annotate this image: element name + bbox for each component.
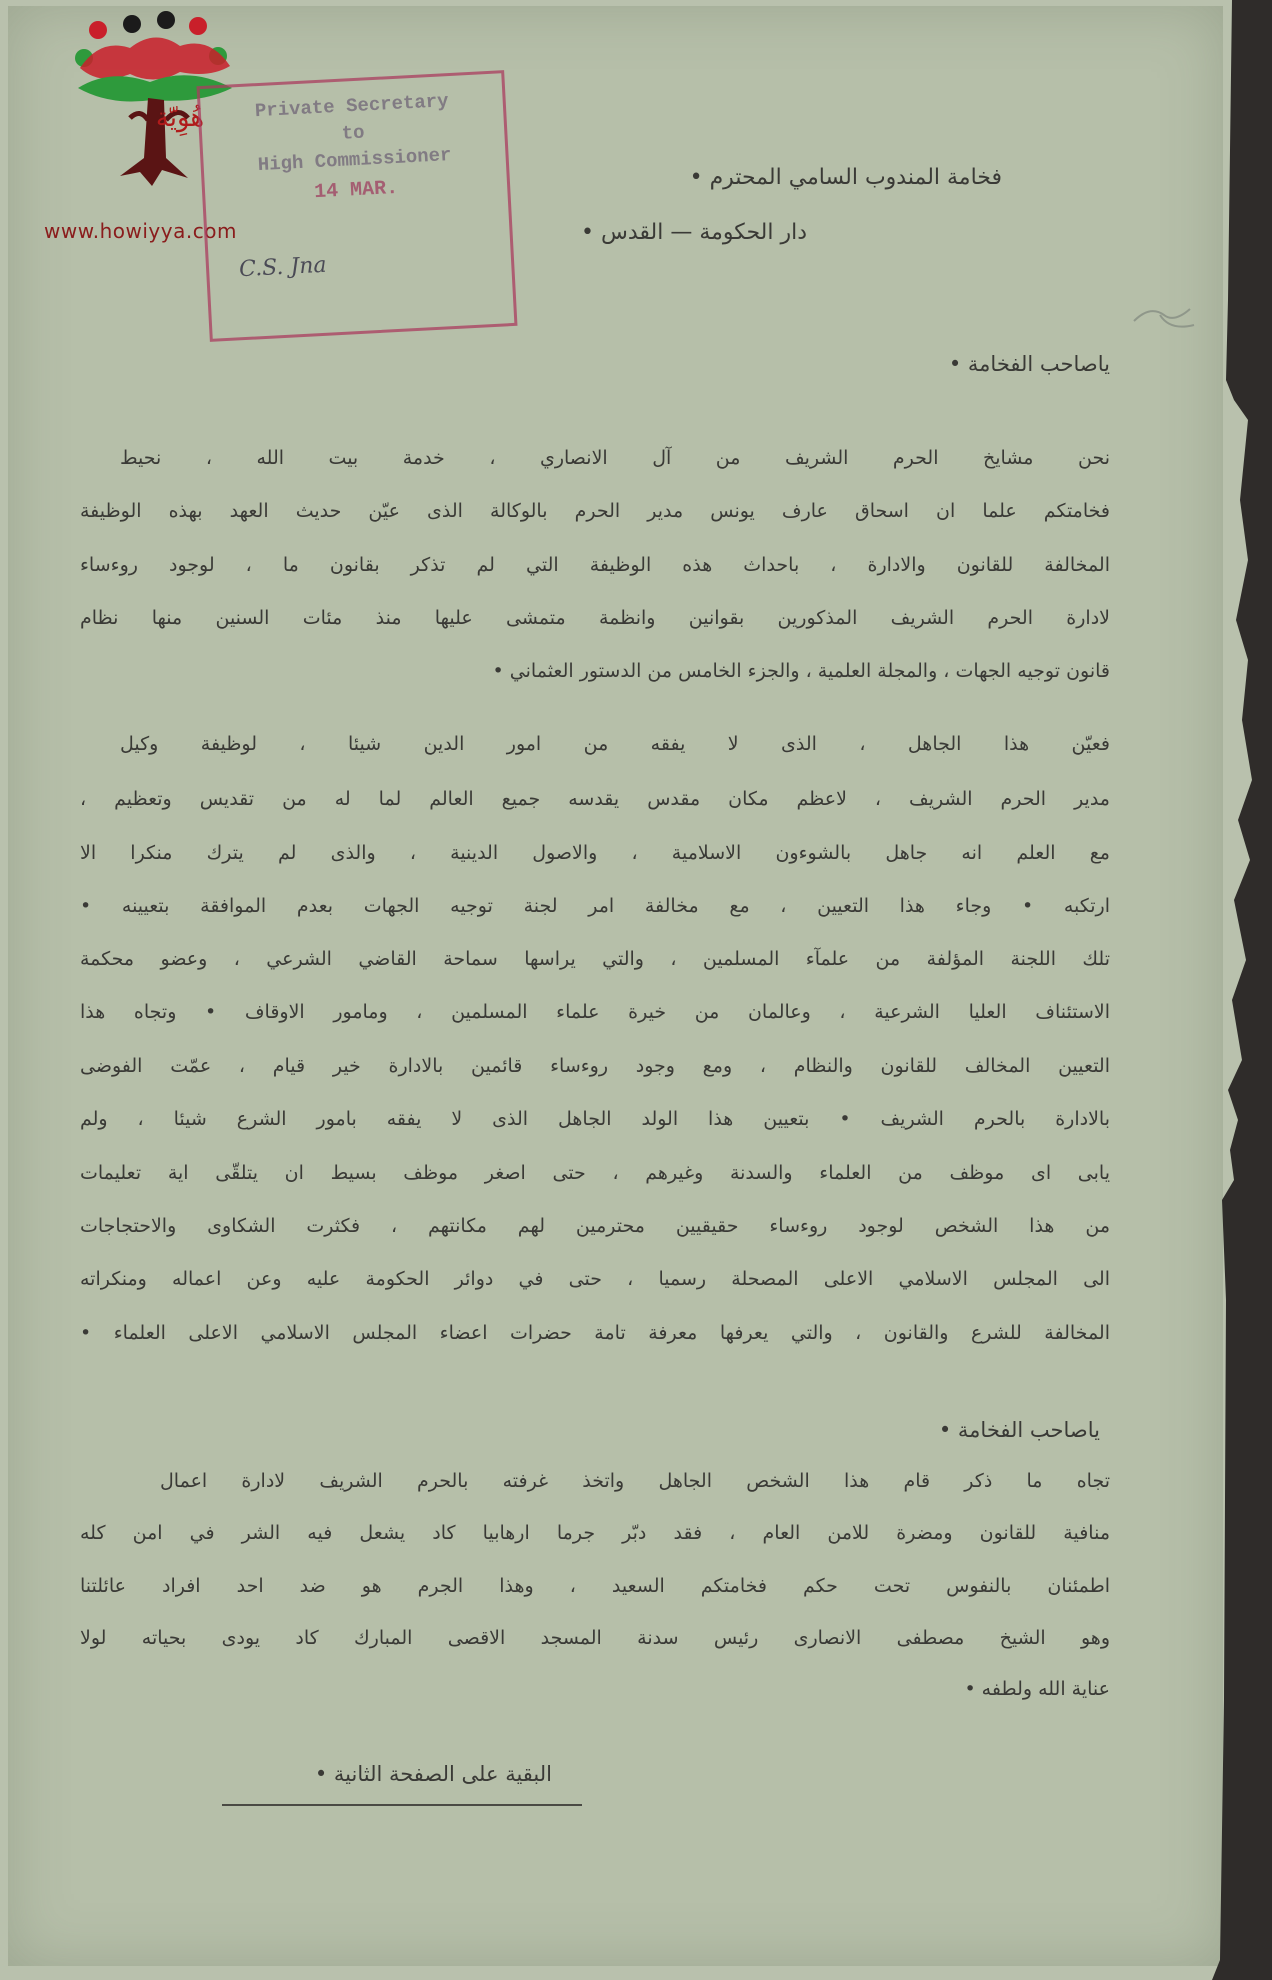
torn-edge bbox=[1212, 0, 1272, 1980]
continued-note: البقية على الصفحة الثانية • bbox=[314, 1762, 552, 1786]
document-page bbox=[8, 6, 1223, 1966]
salutation-2: ياصاحب الفخامة • bbox=[938, 1418, 1100, 1442]
paragraph-line: من هذا الشخص لوجود روءساء حقيقيين محترمين لهم مكانتهم ، فكثرت الشكاوى والاحتجاجات bbox=[80, 1215, 1110, 1237]
svg-text:هُوِيّة: هُوِيّة bbox=[155, 103, 205, 133]
paragraph-line: التعيين المخالف للقانون والنظام ، ومع وجود روءساء قائمين بالادارة خير قيام ، عمّت الفوضى bbox=[80, 1055, 1110, 1077]
paragraph-line: الى المجلس الاسلامي الاعلى المصحلة رسميا ، حتى في دوائر الحكومة عليه وعن اعماله ومنكراته bbox=[80, 1268, 1110, 1290]
received-stamp bbox=[197, 70, 518, 342]
salutation-1: ياصاحب الفخامة • bbox=[948, 352, 1110, 376]
paragraph-line: لادارة الحرم الشريف المذكورين بقوانين وانظمة متمشى عليها منذ مئات السنين منها نظام bbox=[80, 607, 1110, 629]
stamp-date: 14 MAR. bbox=[313, 176, 399, 205]
paragraph-line: اطمئنان بالنفوس تحت حكم فخامتكم السعيد ، وهذا الجرم هو ضد احد افراد عائلتنا bbox=[80, 1575, 1110, 1597]
address-line: دار الحكومة — القدس • bbox=[581, 220, 807, 245]
stamp-line-1: Private Secretary bbox=[254, 90, 450, 123]
paragraph-line: يابى اى موظف من العلماء والسدنة وغيرهم ، حتى اصغر موظف بسيط ان يتلقّى اية تعليمات bbox=[80, 1162, 1110, 1184]
stamp-line-3: High Commissioner bbox=[257, 144, 452, 177]
addressee-line: فخامة المندوب السامي المحترم • bbox=[689, 165, 1002, 190]
paragraph-line: بالادارة بالحرم الشريف • بتعيين هذا الولد الجاهل الذى لا يفقه بامور الشرع شيئا ، ولم bbox=[80, 1108, 1110, 1130]
paragraph-line: عناية الله ولطفه • bbox=[964, 1678, 1110, 1700]
paragraph-line: ارتكبه • وجاء هذا التعيين ، مع مخالفة امر لجنة توجيه الجهات بعدم الموافقة بتعيينه • bbox=[80, 895, 1110, 917]
paragraph-line: تجاه ما ذكر قام هذا الشخص الجاهل واتخذ غرفته بالحرم الشريف لادارة اعمال bbox=[160, 1470, 1110, 1492]
paragraph-line: مع العلم انه جاهل بالشوءون الاسلامية ، والاصول الدينية ، والذى لم يترك منكرا الا bbox=[80, 842, 1110, 864]
paragraph-line: مدير الحرم الشريف ، لاعظم مكان مقدس يقدسه جميع العالم لما له من تقديس وتعظيم ، bbox=[80, 788, 1110, 810]
paragraph-line: نحن مشايخ الحرم الشريف من آل الانصاري ، خدمة بيت الله ، نحيط bbox=[120, 447, 1110, 469]
paragraph-line: المخالفة للشرع والقانون ، والتي يعرفها معرفة تامة حضرات اعضاء المجلس الاسلامي الاعلى العلماء • bbox=[80, 1322, 1110, 1344]
stamp-line-2: to bbox=[341, 121, 366, 145]
paragraph-line: المخالفة للقانون والادارة ، باحداث هذه الوظيفة التي لم تذكر بقانون ما ، لوجود روءساء bbox=[80, 554, 1110, 576]
paragraph-line: وهو الشيخ مصطفى الانصارى رئيس سدنة المسجد الاقصى المبارك كاد يودى بحياته لولا bbox=[80, 1627, 1110, 1649]
pencil-mark-icon bbox=[1130, 295, 1200, 335]
logo-url: www.howiyya.com bbox=[44, 219, 237, 243]
paragraph-line: فعيّن هذا الجاهل ، الذى لا يفقه من امور الدين شيئا ، لوظيفة وكيل bbox=[120, 733, 1110, 755]
continued-underline bbox=[222, 1804, 582, 1806]
paragraph-line: منافية للقانون ومضرة للامن العام ، فقد دبّر جرما ارهابيا كاد يشعل فيه الشر في امن كله bbox=[80, 1522, 1110, 1544]
stamp-handwritten-note: C.S. Jna bbox=[238, 252, 328, 283]
paragraph-line: قانون توجيه الجهات ، والمجلة العلمية ، والجزء الخامس من الدستور العثماني • bbox=[492, 660, 1110, 682]
paragraph-line: الاستئناف العليا الشرعية ، وعالمان من خيرة علماء المسلمين ، ومامور الاوقاف • وتجاه هذا bbox=[80, 1001, 1110, 1023]
paragraph-line: فخامتكم علما ان اسحاق عارف يونس مدير الحرم بالوكالة الذى عيّن حديث العهد بهذه الوظيفة bbox=[80, 500, 1110, 522]
paragraph-line: تلك اللجنة المؤلفة من علمآء المسلمين ، والتي يراسها سماحة القاضي الشرعي ، وعضو محكمة bbox=[80, 948, 1110, 970]
